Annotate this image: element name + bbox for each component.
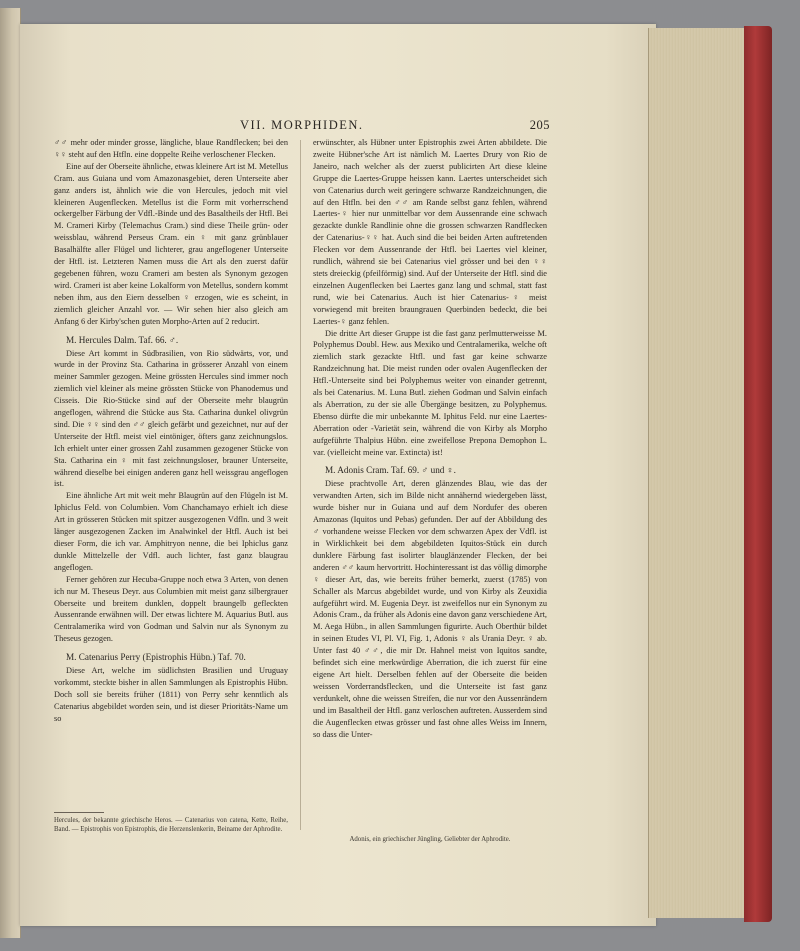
book-page-edges	[648, 28, 745, 918]
right-text-column	[313, 137, 547, 740]
paragraph: Diese Art, welche im südlichsten Brasilien und Uruguay vorkommt, steckte bisher in allen Sammlungen als Epistrophis Hübn. Doch soll sie bereits früher (1811) von Perry sehr kenntlich als Catenarius abgebildet worden sein, und ist dieser Prioritäts-Name um so	[54, 666, 288, 723]
chapter-title: VII. MORPHIDEN.	[240, 118, 364, 132]
paragraph: ♂♂ mehr oder minder grosse, längliche, blaue Randflecken; bei den ♀♀ steht auf den Htfln. eine doppelte Reihe verloschener Flecken.	[54, 138, 288, 159]
column-gutter	[300, 140, 301, 830]
running-header	[30, 118, 550, 134]
section-heading: M. Adonis Cram. Taf. 69. ♂ und ♀.	[325, 465, 456, 476]
paragraph: Diese Art kommt in Südbrasilien, von Rio südwärts, vor, und wurde in der Provinz Sta. Catharina in grösserer Anzahl von einem meiner Sammler gezogen. Meine grössten Hercules sind immer noch ziemlich viel kleiner als meine grössten Stücke von Phanodemus und Cisseis. Die Rio-Stücke sind auf der Oberseite mehr blaugrün angeflogen, während die Stücke aus Sta. Catharina dunkel olivgrün sind. Die ♀♀ sind den ♂♂ gleich gefärbt und gezeichnet, nur auf der Unterseite der Htfl. meist viel eintöniger, öfters ganz zeichnungslos. Ich erhielt unter einer grossen Zahl zusammen gezogener Stücke von Sta. Catharina ein ♀ mit fast zeichnungsloser, brauner Unterseite, während dieselbe bei einigen anderen ganz hell weissgrau angeflogen ist.	[54, 348, 288, 489]
adjacent-page-edge	[0, 8, 21, 938]
footnote-right: Adonis, ein griechischer Jüngling, Geliebter der Aphrodite.	[349, 836, 511, 843]
section-heading: M. Catenarius Perry (Epistrophis Hübn.) Taf. 70.	[66, 652, 246, 663]
page-number: 205	[529, 118, 550, 132]
left-text-column	[54, 137, 288, 725]
footnote-rule	[54, 812, 104, 813]
paragraph: Eine auf der Oberseite ähnliche, etwas kleinere Art ist M. Metellus Cram. aus Guiana und vom Amazonasgebiet, deren Unterseite aber ganz anders ist, ähnlich wie die von Hercules, jedoch mit viel kleineren Augenflecken. Metellus ist die Form mit vorherrschend ockergelber Färbung der Vdfl.-Binde und des Basaltheils der Htfl. Bei M. Crameri Kirby (Telemachus Cram.) sind diese Theile grün- oder weissblau, während Perseus Cram. ein ♀ mit ganz grünblauer Basalhälfte aller Flügel und lichterer, grau angeflogener Unterseite der Htfl. ist. Letzteren Namen muss die Art als den zuerst dafür gegebenen führen, wozu Crameri am besten als Synonym gezogen wird. Crameri ist aber keine Lokalform von Metellus, sondern kommt neben ihm, aus den Eiern desselben ♀ erzogen, wie es scheint, in ziemlich gleicher Anzahl vor. — Wir sehen hier also gleich am Anfang 6 der Kirby'schen guten Morpho-Arten auf 2 reducirt.	[54, 161, 288, 326]
paragraph: Eine ähnliche Art mit weit mehr Blaugrün auf den Flügeln ist M. Iphiclus Feld. von Columbien. Vom Chanchamayo erhielt ich diese Art in grösseren Stücken mit spitzer ausgezogenen Vdfln. und 3 weit länger ausgezogenen Zacken im Analwinkel der Htfl. Auch ist bei dieser Form, die ich var. Amphitryon nenne, die bei Iphiclus ganz dunkle Mittelzelle der Vdfl. auch lichter, fast ganz blaugrau angeflogen.	[54, 491, 288, 572]
book-cover-edge	[744, 26, 772, 922]
section-heading: M. Hercules Dalm. Taf. 66. ♂.	[66, 334, 179, 345]
paragraph: Diese prachtvolle Art, deren glänzendes Blau, wie das der verwandten Arten, sich im Bilde nicht annähernd wiedergeben lässt, wurde bisher nur in Guiana und auf dem Nordufer des oberen Amazonas (Iquitos und Pebas) gefunden. Der auf der Abbildung des ♂ vorhandene weisse Flecken vor dem schwarzen Apex der Vdfl. ist in Wirklichkeit bei dem abgebildeten Iquitos-Stück ein durch dunklere Färbung fast isolirter blauglänzender Flecken, der bei anderen ♂♂ kaum hervortritt. Hochinteressant ist das völlig dimorphe ♀ dieser Art, das, wie bereits früher bemerkt, zuerst (1785) von Schaller als Marcus abgebildet wurde, und von Kirby als Zeuxidia aufgeführt wird. M. Eugenia Deyr. ist zweifellos nur ein Synonym zu Adonis Cram., da früher als Adonis eine davon ganz verschiedene Art, M. Aega Hübn., in allen Sammlungen figurirte. Auch Oberthür bildet in seinen Etudes VI, Pl. VI, Fig. 1, Adonis ♀ als Urania Deyr. ♀ ab. Unter fast 40 ♂♂, die mir Dr. Hahnel meist von Iquitos sandte, befindet sich eine merkwürdige Aberration, die ich zuerst für eine eigene Art hielt. Derselben fehlen auf der Oberseite die beiden weissen Vorderrandsflecken, und die Unterseite ist fast ganz verdunkelt, ohne die weissen Streifen, die nur vor den Aussenrändern und im Basaltheil der Htfl. ganz verloschen auftreten. Ausserdem sind die Augenflecken etwas grösser und fast ohne alles Weiss im Innern, so dass die Unter-	[313, 479, 547, 739]
paragraph: erwünschter, als Hübner unter Epistrophis zwei Arten abbildete. Die zweite Hübner'sche Art ist nämlich M. Laertes Drury von Rio de Janeiro, nach welcher als der zuerst publicirten Art diese kleine Gruppe die Laertes-Gruppe heissen kann. Laertes unterscheidet sich von Catenarius durch weit geringere schwarze Randzeichnungen, die auf den Htfln. bei den ♂♂ am Rande selbst ganz fehlen, während Laertes-♀ hier nur unmittelbar vor dem Aussenrande eine schwach gezackte dunkle Randlinie ohne die grossen schwarzen Randflecken der Catenarius-♀♀ hat. Auch sind die bei beiden Arten auftretenden Flecken vor dem Aussenrande der Htfl. bei Laertes viel kleiner, rundlich, während sie bei Catenarius viel grösser und bei den ♀♀ stets dreieckig (pfeilförmig) sind. Auf der Unterseite der Htfl. sind die einzelnen Augenflecken bei Laertes ganz lang und schmal, statt fast rund, wie bei Catenarius. Auch ist hier Catenarius-♀ meist vorwiegend mit breiten braungrauen Querbinden bedeckt, die bei Laertes-♀ ganz fehlen.	[313, 138, 547, 326]
paragraph: Die dritte Art dieser Gruppe ist die fast ganz perlmutterweisse M. Polyphemus Doubl. Hew. aus Mexiko und Centralamerika, welche oft ziemlich stark gezackte Htfl. und fast gar keine schwarze Randzeichnung hat. Die meist runden oder ovalen Augenflecken der Htfl.-Unterseite sind bei Polyphemus weiter von einander getrennt, als bei Catenarius. M. Luna Butl. ziehen Godman und Salvin einfach als Aberration, zu der sie alle Übergänge besitzen, zu Polyphemus. Ebenso dürfte die mir unbekannte M. Iphitus Feld. nur eine Laertes-Aberration oder -Varietät sein, während die von Kirby als Morpho aufgeführte Thalpius Hübn. eine zweifellose Prepona Demophon L. var. (vielleicht meine var. Extincta) ist!	[313, 328, 547, 457]
paragraph: Ferner gehören zur Hecuba-Gruppe noch etwa 3 Arten, von denen ich nur M. Theseus Deyr. aus Columbien mit meist ganz silbergrauer Oberseite und breitem dunklen, doppelt braungelb gefleckten Aussenrande erwähnen will. Der etwas lichtere M. Aquarius Butl. aus Centralamerika wird von Godman und Salvin nur als Synonym zu Theseus gezogen.	[54, 574, 288, 644]
footnote-left: Hercules, der bekannte griechische Heros. — Catenarius von catena, Kette, Reihe, Band. — Epistrophis von Epistrophis, die Herzenslenkerin, Beiname der Aphrodite.	[54, 817, 288, 833]
